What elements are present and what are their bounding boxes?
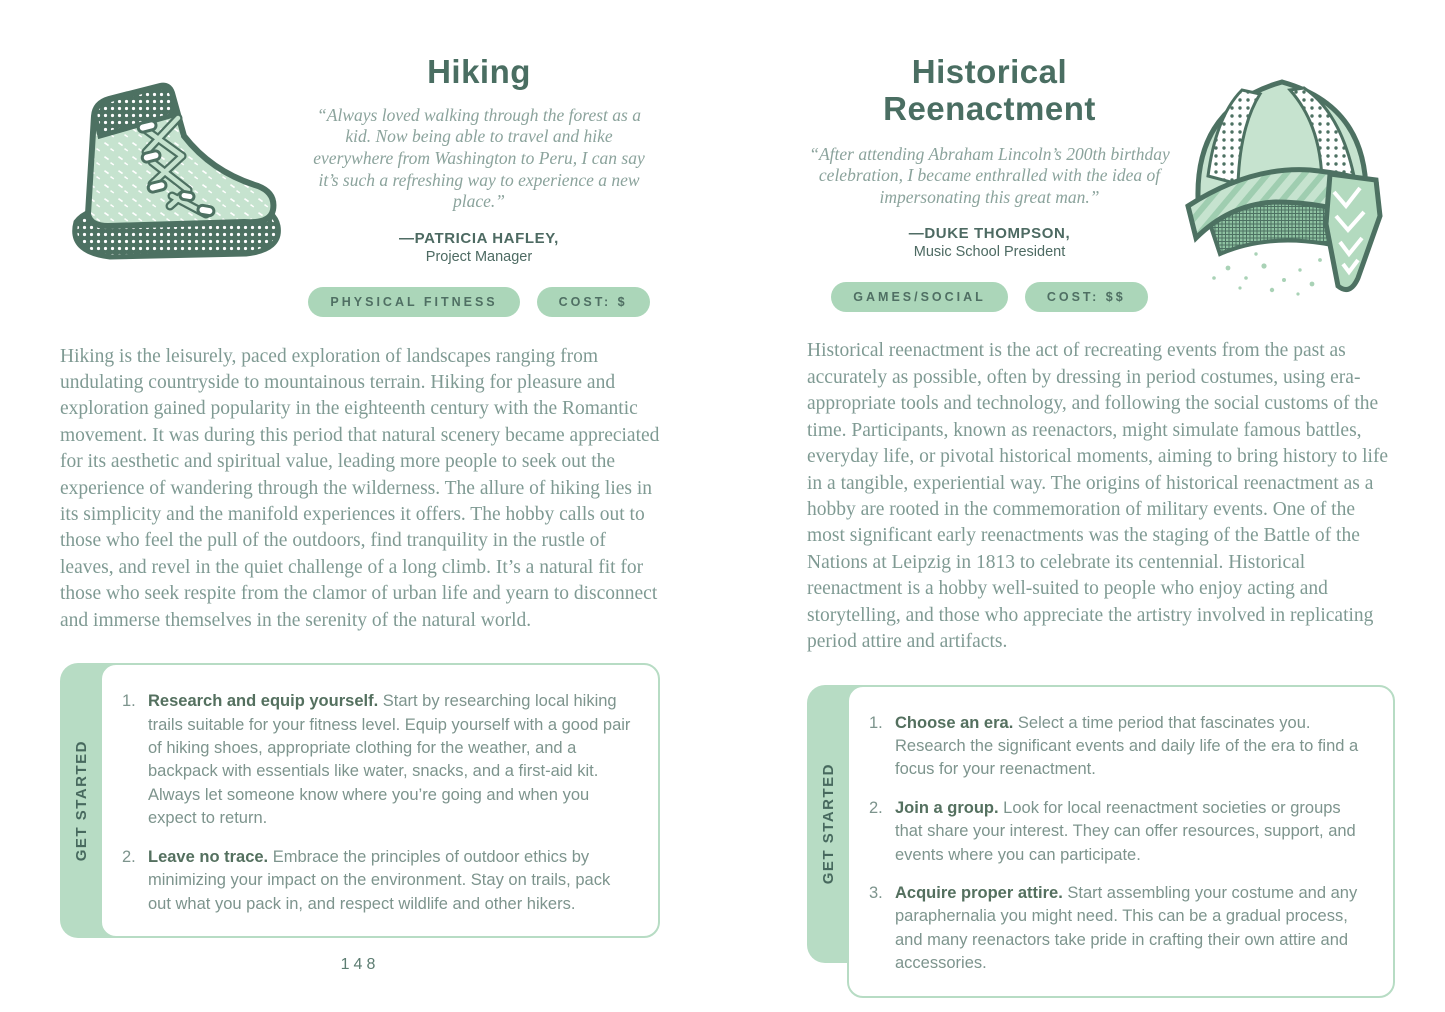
- page-hiking: [0, 0, 722, 1012]
- reenactment-steps-panel: [847, 685, 1395, 998]
- reenactment-header: [807, 54, 1395, 312]
- step-text: Select a time period that fascinates you. Research the significant events and daily life of the era to find a focus for your reenactment.: [895, 713, 1359, 779]
- step-item: [118, 690, 632, 831]
- step-item: [118, 846, 632, 916]
- reenactment-pull-quote: “After attending Abraham Lincoln’s 200th birthday celebration, I became enthralled with the idea of impersonating this great man.”: [809, 143, 1170, 207]
- hiking-boot-icon: [60, 56, 292, 268]
- reenactment-body-paragraph: Historical reenactment is the act of recreating events from the past as accurately as possible, often by dressing in period costumes, using era-appropriate tools and technology, and following the social customs of the time. Participants, known as reenactors, might simulate famous battles, everyday life, or pivotal historical moments, aiming to bring history to life in a tangible, experiential way. The origins of historical reenactment as a hobby are rooted in the commemoration of military events. One of the most significant early reenactments was the staging of the Battle of the Nations at Leipzig in 1813 to celebrate its centennial. Historical reenactment is a hobby well-suited to people who enjoy acting and storytelling, and those who appreciate the artistry involved in replicating period attire and artifacts.: [807, 340, 1389, 653]
- step-text: Start assembling your costume and any paraphernalia you might need. This can be a gradual process, and many reenactors take pride in crafting their own attire and accessories.: [895, 884, 1358, 973]
- step-number: 2.: [869, 798, 883, 817]
- reenactment-steps-list: [865, 712, 1367, 976]
- step-item: [865, 882, 1367, 976]
- hiking-attribution-role: Project Manager: [425, 248, 533, 265]
- hiking-steps-panel: [100, 663, 660, 938]
- hiking-attribution-name: —PATRICIA HAFLEY,: [399, 229, 559, 247]
- hiking-header-text: [298, 54, 660, 317]
- reenactment-attribution-role: Music School President: [913, 244, 1066, 261]
- step-body: [148, 846, 632, 916]
- step-body: [895, 882, 1367, 976]
- step-lead: Acquire proper attire.: [895, 884, 1063, 903]
- reenactment-get-started-label: GET STARTED: [819, 762, 837, 885]
- hiking-pull-quote: “Always loved walking through the forest as a kid. Now being able to travel and hike everywhere from Washington to Peru, I can say it’s such a refreshing way to experience a new place.”: [313, 104, 645, 212]
- step-number: 1.: [122, 692, 136, 711]
- page-title-hiking: Hiking: [427, 53, 531, 90]
- step-number: 1.: [869, 713, 883, 732]
- hiking-get-started-tab: [60, 663, 102, 938]
- page-number-left: 148: [340, 956, 380, 973]
- step-lead: Choose an era.: [895, 713, 1014, 732]
- reenactment-attribution-name: —DUKE THOMPSON,: [908, 225, 1071, 243]
- reenactment-badges: [807, 282, 1172, 312]
- step-text: Embrace the principles of outdoor ethics by minimizing your impact on the environment. Stay on trails, pack out what you pack in, and respect wildlife and other hikers.: [148, 847, 611, 913]
- reenactment-get-started-tab: [807, 685, 849, 963]
- step-number: 3.: [869, 884, 883, 903]
- helmet-icon: [1180, 56, 1390, 298]
- hiking-badges: [298, 287, 660, 317]
- step-body: [148, 690, 632, 831]
- hiking-boot-illustration: [60, 56, 298, 268]
- reenactment-header-text: [807, 54, 1172, 312]
- step-item: [865, 712, 1367, 782]
- step-body: [895, 797, 1367, 867]
- step-text: Look for local reenactment societies or groups that share your interest. They can offer resources, support, and events where you can participate.: [895, 798, 1356, 864]
- hiking-footer: [60, 956, 660, 988]
- step-lead: Research and equip yourself.: [148, 692, 379, 711]
- step-body: [895, 712, 1367, 782]
- step-text: Start by researching local hiking trails suitable for your fitness level. Equip yourself with a good pair of hiking shoes, appropriate clothing for the weather, and a backpack with essentials like water, snacks, and a first-aid kit. Always let someone know where you’re going and when you expect to return.: [148, 692, 631, 828]
- step-item: [865, 797, 1367, 867]
- step-number: 2.: [122, 847, 136, 866]
- badge-cost-reenactment: COST: $$: [1025, 282, 1148, 312]
- page-historical-reenactment: [722, 0, 1445, 1012]
- hiking-get-started-panel: [60, 663, 660, 938]
- hiking-steps-list: [118, 690, 632, 916]
- hiking-header: [60, 54, 660, 317]
- helmet-illustration: [1180, 56, 1395, 298]
- badge-category-hiking: PHYSICAL FITNESS: [308, 287, 519, 317]
- step-lead: Leave no trace.: [148, 847, 269, 866]
- step-lead: Join a group.: [895, 798, 999, 817]
- badge-cost-hiking: COST: $: [537, 287, 650, 317]
- page-title-reenactment: Historical Reenactment: [883, 53, 1096, 127]
- badge-category-reenactment: GAMES/SOCIAL: [831, 282, 1008, 312]
- hiking-get-started-label: GET STARTED: [72, 739, 90, 862]
- reenactment-get-started-panel: [807, 685, 1395, 973]
- hiking-body-paragraph: Hiking is the leisurely, paced exploration of landscapes ranging from undulating countryside to mountainous terrain. Hiking for pleasure and exploration gained popularity in the eighteenth century with the Romantic movement. It was during this period that natural scenery became appreciated for its aesthetic and spiritual value, leading more people to seek out the experience of wandering through the wilderness. The allure of hiking lies in its simplicity and the manifold experiences it offers. The hobby calls out to those who feel the pull of the outdoors, find tranquility in the rustle of leaves, and revel in the quiet challenge of a long climb. It’s a natural fit for those who seek respite from the clamor of urban life and yearn to disconnect and immerse themselves in the serenity of the natural world.: [60, 345, 660, 631]
